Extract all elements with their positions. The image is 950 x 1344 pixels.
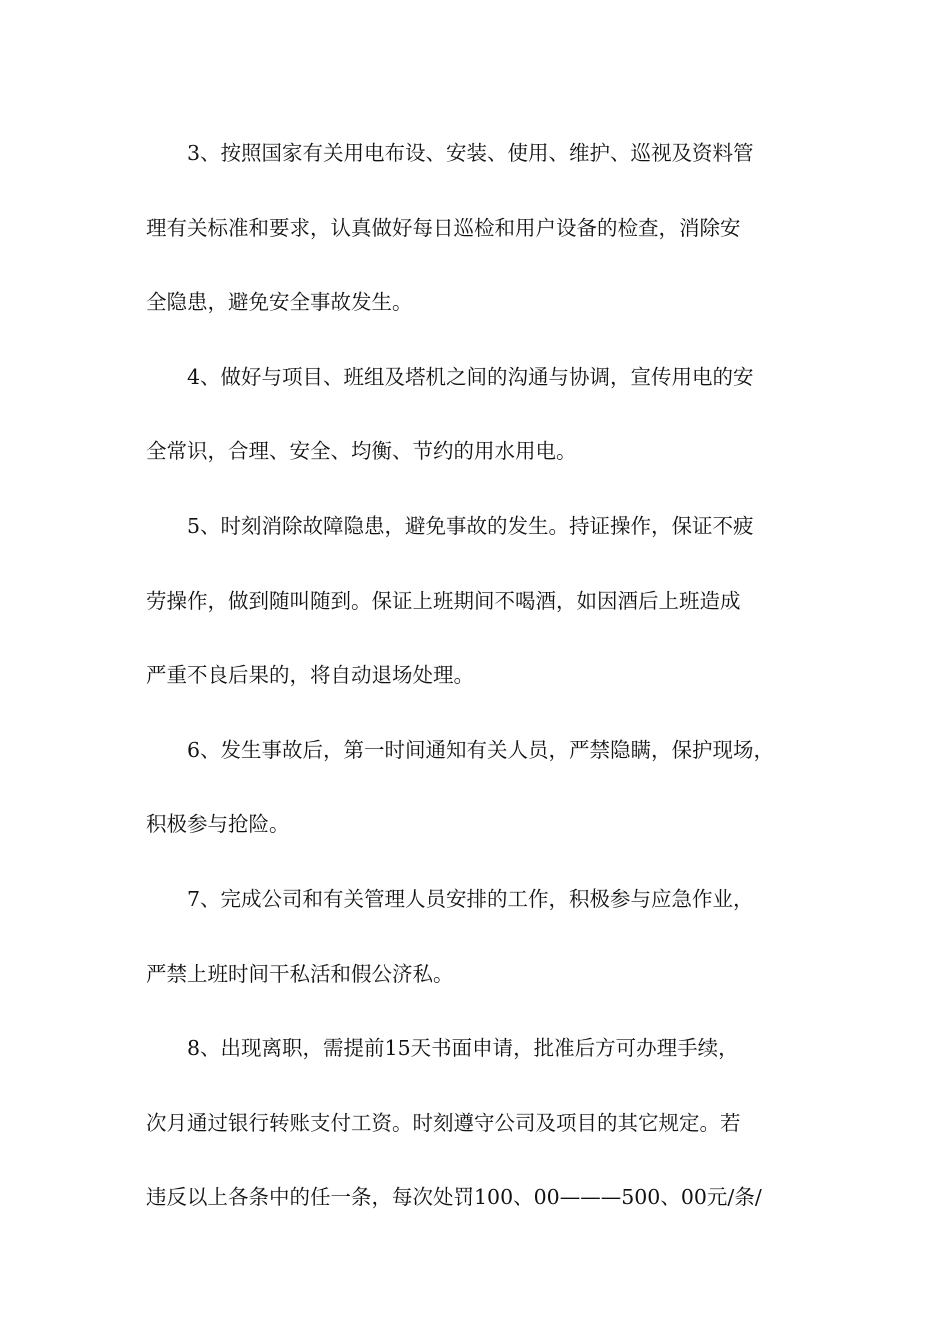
paragraph-5-line-3: 严重不良后果的，将自动退场处理。: [146, 663, 474, 688]
paragraph-6-line-1: 6、发生事故后，第一时间通知有关人员，严禁隐瞒，保护现场，: [187, 737, 775, 762]
paragraph-3-line-1: 3、按照国家有关用电布设、安装、使用、维护、巡视及资料管: [187, 141, 754, 165]
paragraph-8-line-1: 8、出现离职，需提前15天书面申请，批准后方可办理手续，: [187, 1036, 739, 1061]
document-body: [146, 127, 826, 1246]
paragraph-3-line-2: 理有关标准和要求，认真做好每日巡检和用户设备的检查，消除安: [146, 215, 741, 240]
paragraph-8-line-2: 次月通过银行转账支付工资。时刻遵守公司及项目的其它规定。若: [146, 1110, 741, 1135]
paragraph-5-line-2: 劳操作，做到随叫随到。保证上班期间不喝酒，如因酒后上班造成: [146, 588, 741, 613]
paragraph-7-line-1: 7、完成公司和有关管理人员安排的工作，积极参与应急作业，: [187, 886, 754, 911]
paragraph-7-line-2: 严禁上班时间干私活和假公济私。: [146, 961, 454, 986]
paragraph-4-line-2: 全常识，合理、安全、均衡、节约的用水用电。: [146, 439, 577, 464]
paragraph-8-line-3: 违反以上各条中的任一条，每次处罚100、00———500、00元/条/: [146, 1185, 762, 1210]
paragraph-4-line-1: 4、做好与项目、班组及塔机之间的沟通与协调，宣传用电的安: [187, 364, 754, 389]
paragraph-5-line-1: 5、时刻消除故障隐患，避免事故的发生。持证操作，保证不疲: [187, 513, 754, 538]
paragraph-6-line-2: 积极参与抢险。: [146, 812, 290, 837]
paragraph-3-line-3: 全隐患，避免安全事故发生。: [146, 290, 413, 315]
